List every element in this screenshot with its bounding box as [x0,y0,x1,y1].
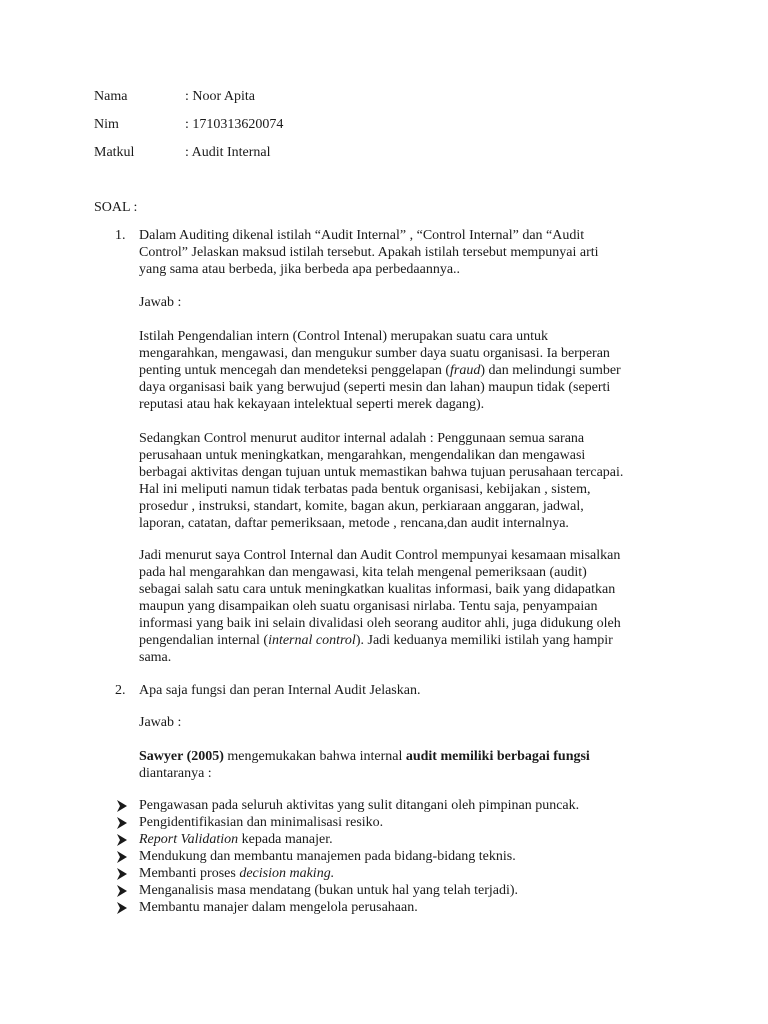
nim-label: Nim [94,117,119,132]
matkul-value: : Audit Internal [185,145,271,160]
question-1-line: Dalam Auditing dikenal istilah “Audit Internal” , “Control Internal” dan “Audit [139,228,585,243]
function-list-item: Membantu manajer dalam mengelola perusahaan. [139,900,418,915]
fraud-term: fraud [450,363,481,378]
answer-1-label: Jawab : [139,295,182,310]
answer-2-label: Jawab : [139,715,182,730]
arrow-bullet-icon [117,800,127,812]
answer-1-paragraph-2-line: perusahaan untuk meningkatkan, mengarahkan, mengendalikan dan mengawasi [139,448,586,463]
answer-1-paragraph-2-line: laporan, catatan, daftar pemeriksaan, metode , rencana,dan audit internalnya. [139,516,569,531]
question-1-line: yang sama atau berbeda, jika berbeda apa perbedaannya.. [139,262,461,277]
arrow-bullet-icon [117,817,127,829]
answer-1-paragraph-3-line: pengendalian internal (internal control). Jadi keduanya memiliki istilah yang hampir [139,633,613,648]
nim-value: : 1710313620074 [185,117,284,132]
question-2-number: 2. [115,683,126,698]
nama-value: : Noor Apita [185,89,255,104]
sawyer-citation: Sawyer (2005) [139,749,224,764]
arrow-bullet-icon [117,834,127,846]
answer-1-paragraph-2-line: Sedangkan Control menurut auditor internal adalah : Penggunaan semua sarana [139,431,585,446]
answer-1-paragraph-3-line: informasi yang baik ini selain divalidasi oleh seorang auditor ahli, juga didukung oleh [139,616,621,631]
answer-1-paragraph-3-line: pada hal mengarahkan dan mengawasi, kita telah mengenal pemeriksaan (audit) [139,565,587,580]
answer-1-paragraph-1-line: daya organisasi baik yang berwujud (seperti mesin dan lahan) maupun tidak (seperti [139,380,611,395]
nama-label: Nama [94,89,128,104]
question-1-number: 1. [115,228,126,243]
arrow-bullet-icon [117,868,127,880]
function-list-item: Menganalisis masa mendatang (bukan untuk hal yang telah terjadi). [139,883,519,898]
function-list-item: Mendukung dan membantu manajemen pada bidang-bidang teknis. [139,849,516,864]
arrow-bullet-icon [117,851,127,863]
arrow-bullet-icon [117,885,127,897]
arrow-bullet-icon [117,902,127,914]
function-list-item: Pengidentifikasian dan minimalisasi resiko. [139,815,384,830]
audit-functions-phrase: audit memiliki berbagai fungsi [405,749,590,764]
function-list-item: Pengawasan pada seluruh aktivitas yang sulit ditangani oleh pimpinan puncak. [139,798,580,813]
answer-1-paragraph-3-line: sebagai salah satu cara untuk meningkatkan kualitas informasi, baik yang didapatkan [139,582,616,597]
answer-1-paragraph-3-line: sama. [139,650,172,665]
function-list-item: Report Validation kepada manajer. [139,832,333,847]
answer-1-paragraph-2-line: Hal ini meliputi namun tidak terbatas pada bentuk organisasi, kebijakan , sistem, [139,482,591,497]
question-2-line: Apa saja fungsi dan peran Internal Audit Jelaskan. [139,683,421,698]
question-1-line: Control” Jelaskan maksud istilah tersebut. Apakah istilah tersebut mempunyai arti [139,245,599,260]
answer-1-paragraph-2-line: prosedur , instruksi, standart, komite, bagan akun, perkiaraan anggaran, jadwal, [139,499,584,514]
answer-2-intro-line-2: diantaranya : [139,766,212,781]
internal-control-term: internal control [268,633,356,648]
matkul-label: Matkul [94,145,135,160]
answer-1-paragraph-3-line: maupun yang disampaikan oleh suatu organisasi nirlaba. Tentu saja, penyampaian [139,599,598,614]
function-list-item: Membanti proses decision making. [139,866,335,881]
answer-1-paragraph-1-line: Istilah Pengendalian intern (Control Intenal) merupakan suatu cara untuk [139,329,548,344]
answer-1-paragraph-1-line: mengarahkan, mengawasi, dan mengukur sumber daya suatu organisasi. Ia berperan [139,346,610,361]
answer-1-paragraph-3-line: Jadi menurut saya Control Internal dan Audit Control mempunyai kesamaan misalkan [139,548,621,563]
answer-1-paragraph-2-line: berbagai aktivitas dengan tujuan untuk memastikan bahwa tujuan perusahaan tercapai. [139,465,624,480]
soal-title: SOAL : [94,200,138,215]
answer-1-paragraph-1-line: reputasi atau hak kekayaan intelektual seperti merek dagang). [139,397,485,412]
answer-2-intro: Sawyer (2005) mengemukakan bahwa internal audit memiliki berbagai fungsi [139,749,590,764]
answer-1-paragraph-1-line: penting untuk mencegah dan mendeteksi penggelapan (fraud) dan melindungi sumber [139,363,621,378]
